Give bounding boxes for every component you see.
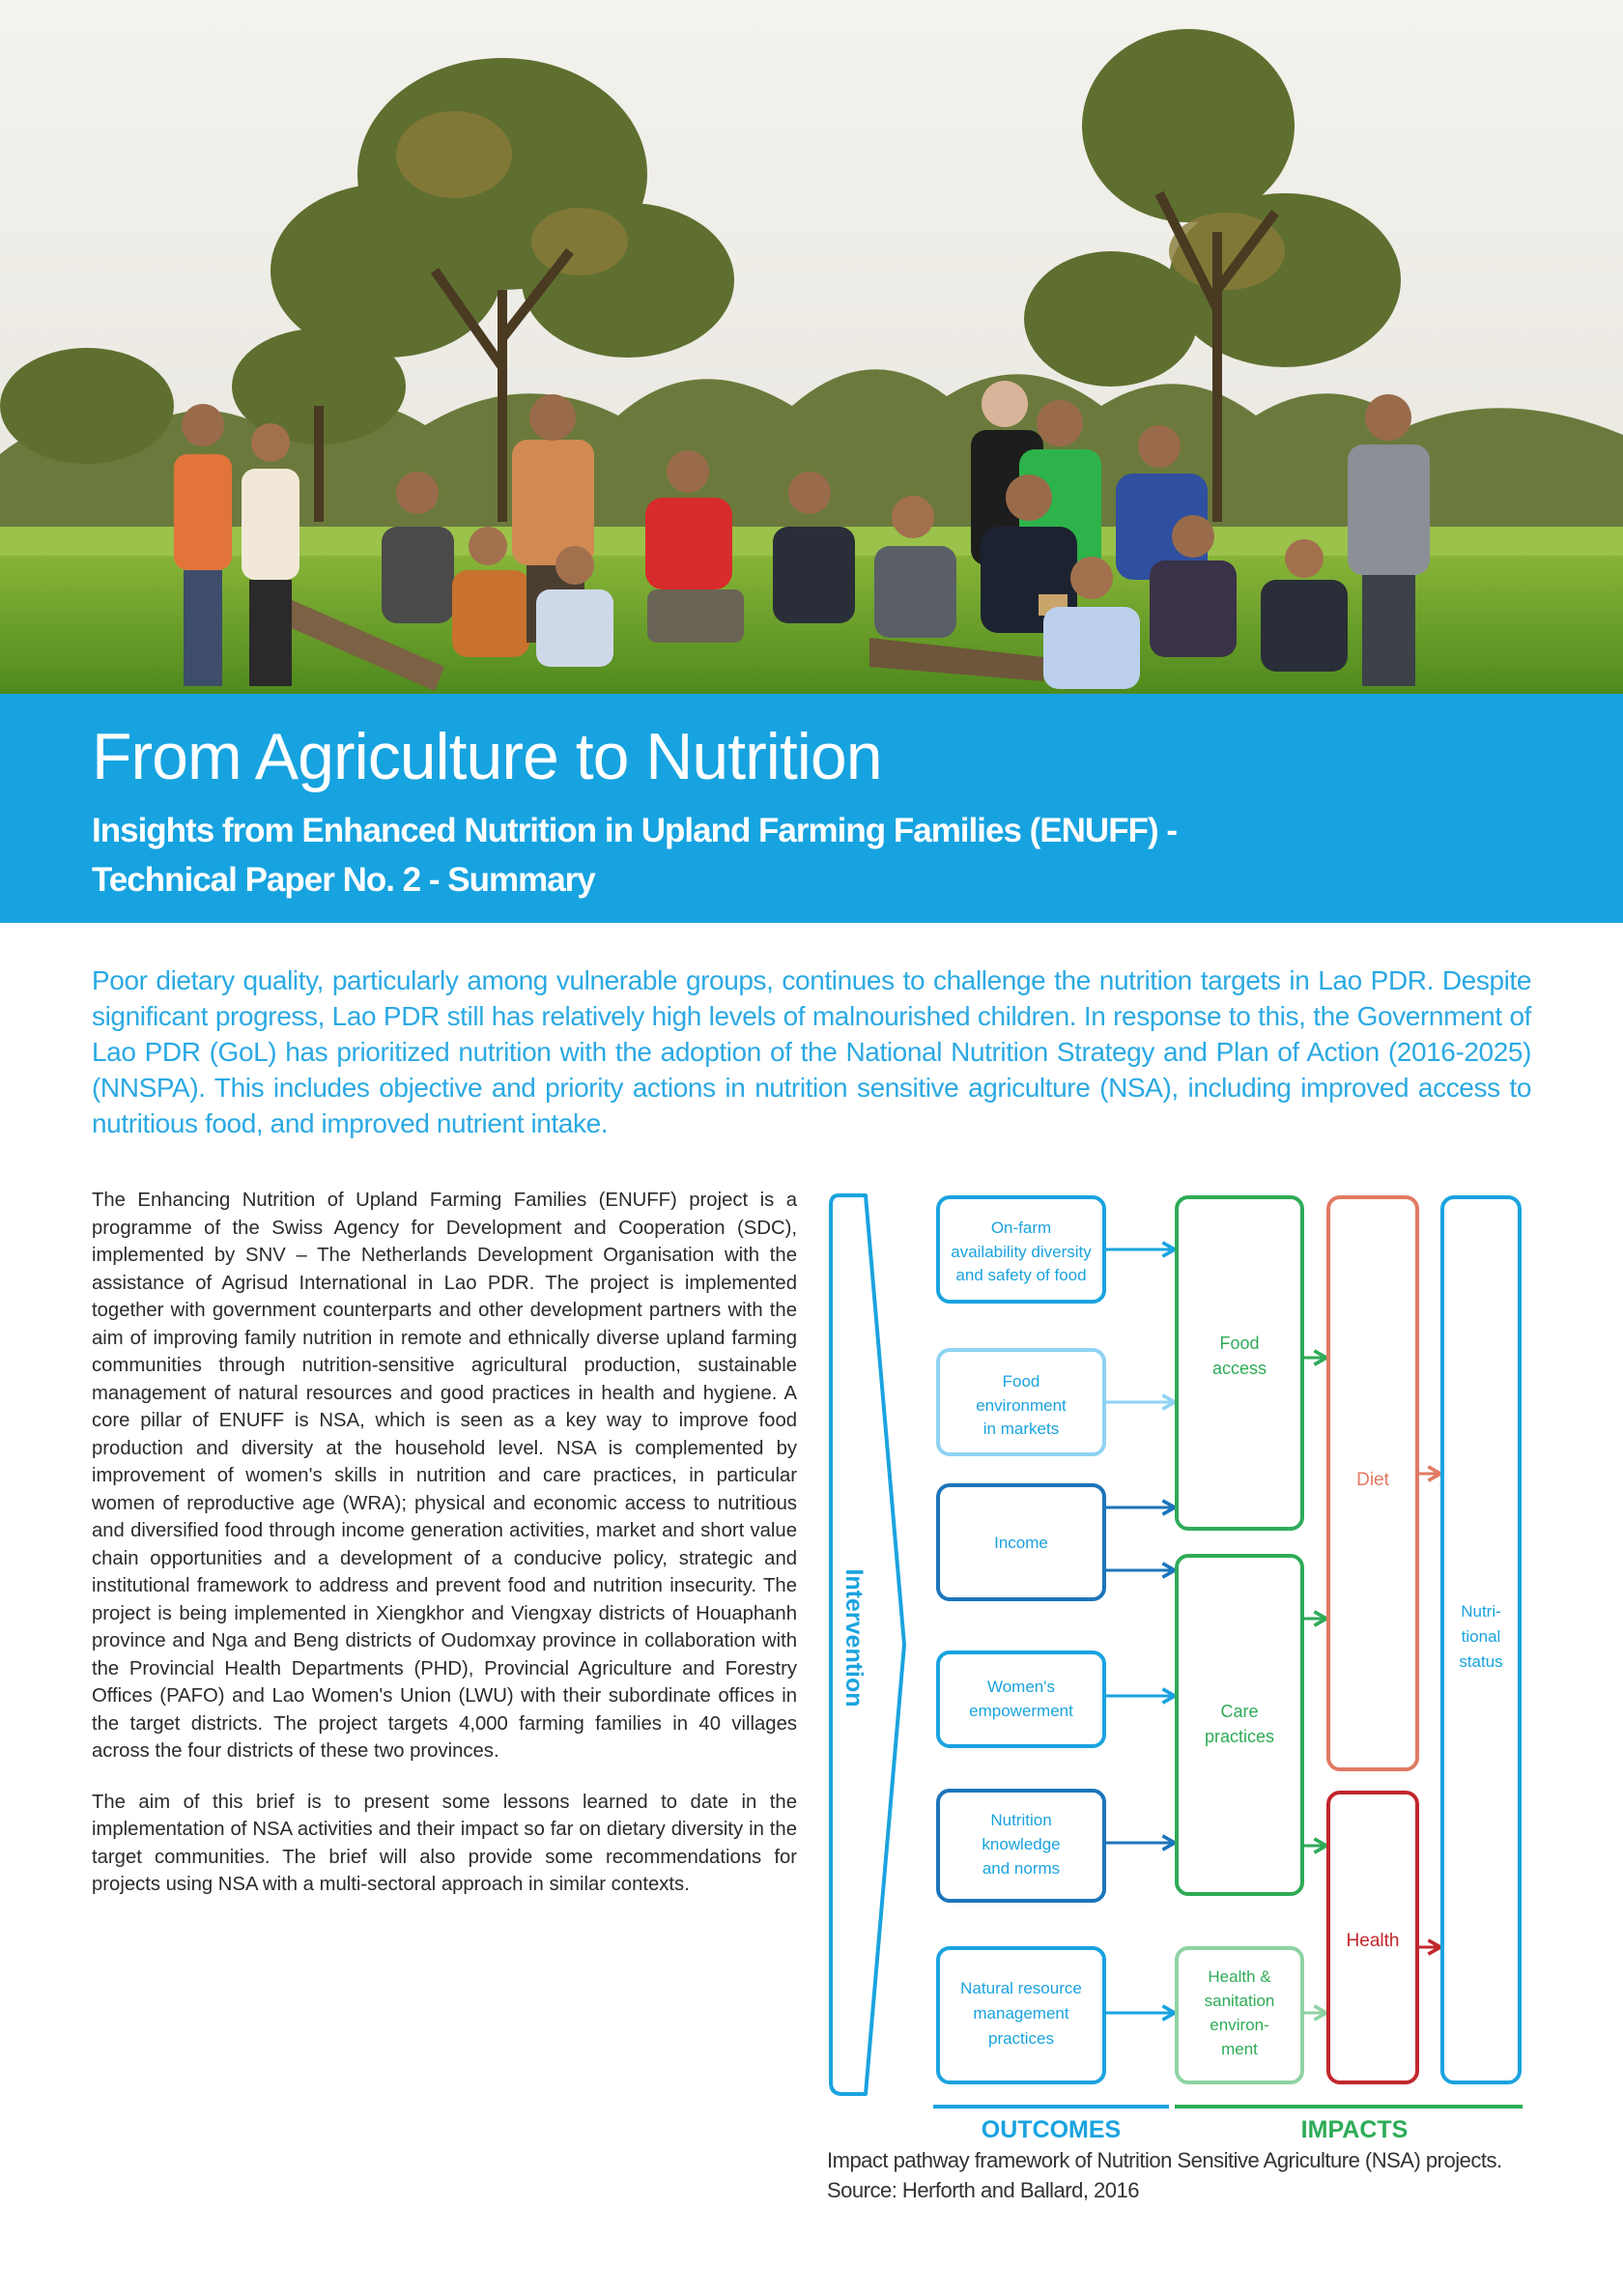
outcome-box-2	[938, 1350, 1104, 1454]
subtitle-line-1: Insights from Enhanced Nutrition in Upland Farming Families (ENUFF) -	[92, 812, 1177, 849]
body-text	[92, 1187, 797, 1922]
care-practices-line-1: Care	[1220, 1702, 1259, 1721]
nutritional-status-line-2: tional	[1461, 1627, 1501, 1646]
nutritional-status-box	[1442, 1197, 1520, 2082]
outcome-5-line-3: and norms	[982, 1859, 1061, 1878]
outcome-3-line-1: Income	[994, 1534, 1048, 1552]
outcome-1-line-1: On-farm	[990, 1219, 1052, 1237]
outcome-box-1	[938, 1197, 1104, 1302]
health-box	[1328, 1793, 1417, 2082]
diet-label: Diet	[1356, 1470, 1389, 1490]
page-subtitle	[92, 806, 1444, 904]
health-env-line-2: sanitation	[1204, 1992, 1275, 2010]
outcome-box-3	[938, 1485, 1104, 1599]
outcome-1-line-3: and safety of food	[955, 1266, 1087, 1284]
outcome-2-line-2: environment	[976, 1396, 1067, 1415]
health-env-line-3: environ-	[1210, 2016, 1269, 2034]
figure-caption: Impact pathway framework of Nutrition Sensitive Agriculture (NSA) projects. Source: Herforth and Ballard, 2016	[827, 2148, 1502, 2202]
cover-photo	[0, 0, 1623, 694]
diet-box	[1328, 1197, 1417, 1769]
food-access-line-2: access	[1211, 1359, 1267, 1378]
care-practices-line-2: practices	[1204, 1727, 1275, 1746]
health-environment-box	[1177, 1948, 1302, 2082]
outcome-2-line-3: in markets	[982, 1420, 1060, 1438]
intervention-label: Intervention	[840, 1568, 868, 1708]
title-banner	[0, 694, 1623, 923]
impacts-label: IMPACTS	[1300, 2116, 1409, 2143]
outcome-1-line-2: availability diversity	[951, 1243, 1092, 1261]
impact-pathway-diagram	[819, 1184, 1534, 2150]
body-paragraph-1: The Enhancing Nutrition of Upland Farming Families (ENUFF) project is a programme of the Swiss Agency for Development and Cooperation (SDC), implemented by SNV – The Netherlands Development Organisation with the assistance of Agrisud International in Lao PDR. The project is implemented together with government counterparts and other development partners with the aim of improving family nutrition in remote and ethnically diverse upland farming communities through nutrition-sensitive agricultural production, sustainable management of natural resources and good practices in health and hygiene. A core pillar of ENUFF is NSA, which is seen as a key way to improve food production and diversity at the household level. NSA is complemented by improvement of women's skills in nutrition and care practices, in particular women of reproductive age (WRA); physical and economic access to nutritious and diversified food through income generation activities, market and short value chain opportunities and a development of a conducive policy, strategic and institutional framework to address and prevent food and nutrition insecurity. The project is being implemented in Xiengkhor and Viengxay districts of Houaphanh province and Nga and Beng districts of Oudomxay province in collaboration with the Provincial Health Departments (PHD), Provincial Agriculture and Forestry Offices (PAFO) and Lao Women's Union (LWU) with their subordinate offices in the target districts. The project targets 4,000 farming families in 40 villages across the four districts of these two provinces.	[92, 1190, 797, 1762]
nutritional-status-line-3: status	[1459, 1652, 1503, 1671]
outcome-5-line-1: Nutrition	[990, 1811, 1052, 1829]
health-label: Health	[1346, 1931, 1400, 1951]
health-env-line-1: Health &	[1208, 1967, 1271, 1986]
page-title: From Agriculture to Nutrition	[92, 720, 882, 793]
intro-paragraph: Poor dietary quality, particularly among vulnerable groups, continues to challenge the nutrition targets in Lao PDR. Despite significant progress, Lao PDR still has relatively high levels of malnourished children. In response to this, the Government of Lao PDR (GoL) has prioritized nutrition with the adoption of the National Nutrition Strategy and Plan of Action (2016-2025) (NNSPA). This includes objective and priority actions in nutrition sensitive agriculture (NSA), including improved access to nutritious food, and improved nutrient intake.	[92, 965, 1531, 1138]
outcome-4-line-2: empowerment	[969, 1702, 1073, 1720]
outcome-box-5	[938, 1791, 1104, 1901]
outcome-box-4	[938, 1652, 1104, 1746]
food-access-box	[1177, 1197, 1302, 1529]
outcome-6-line-1: Natural resource	[960, 1979, 1082, 1997]
subtitle-line-2: Technical Paper No. 2 - Summary	[92, 861, 595, 899]
body-paragraph-2: The aim of this brief is to present some lessons learned to date in the implementation of NSA activities and their impact so far on dietary diversity in the target communities. The brief will also provide some recommendations for projects using NSA with a multi-sectoral approach in similar contexts.	[92, 1791, 797, 1895]
food-access-line-1: Food	[1219, 1334, 1260, 1353]
outcome-box-6	[938, 1948, 1104, 2082]
outcome-2-line-1: Food	[1002, 1372, 1040, 1391]
outcome-6-line-3: practices	[987, 2029, 1055, 2048]
outcome-4-line-1: Women's	[986, 1678, 1056, 1696]
outcome-6-line-2: management	[973, 2004, 1069, 2023]
outcome-5-line-2: knowledge	[982, 1835, 1061, 1853]
care-practices-box	[1177, 1556, 1302, 1894]
health-env-line-4: ment	[1221, 2040, 1258, 2058]
nutritional-status-line-1: Nutri-	[1461, 1602, 1501, 1621]
outcomes-label: OUTCOMES	[981, 2116, 1122, 2143]
